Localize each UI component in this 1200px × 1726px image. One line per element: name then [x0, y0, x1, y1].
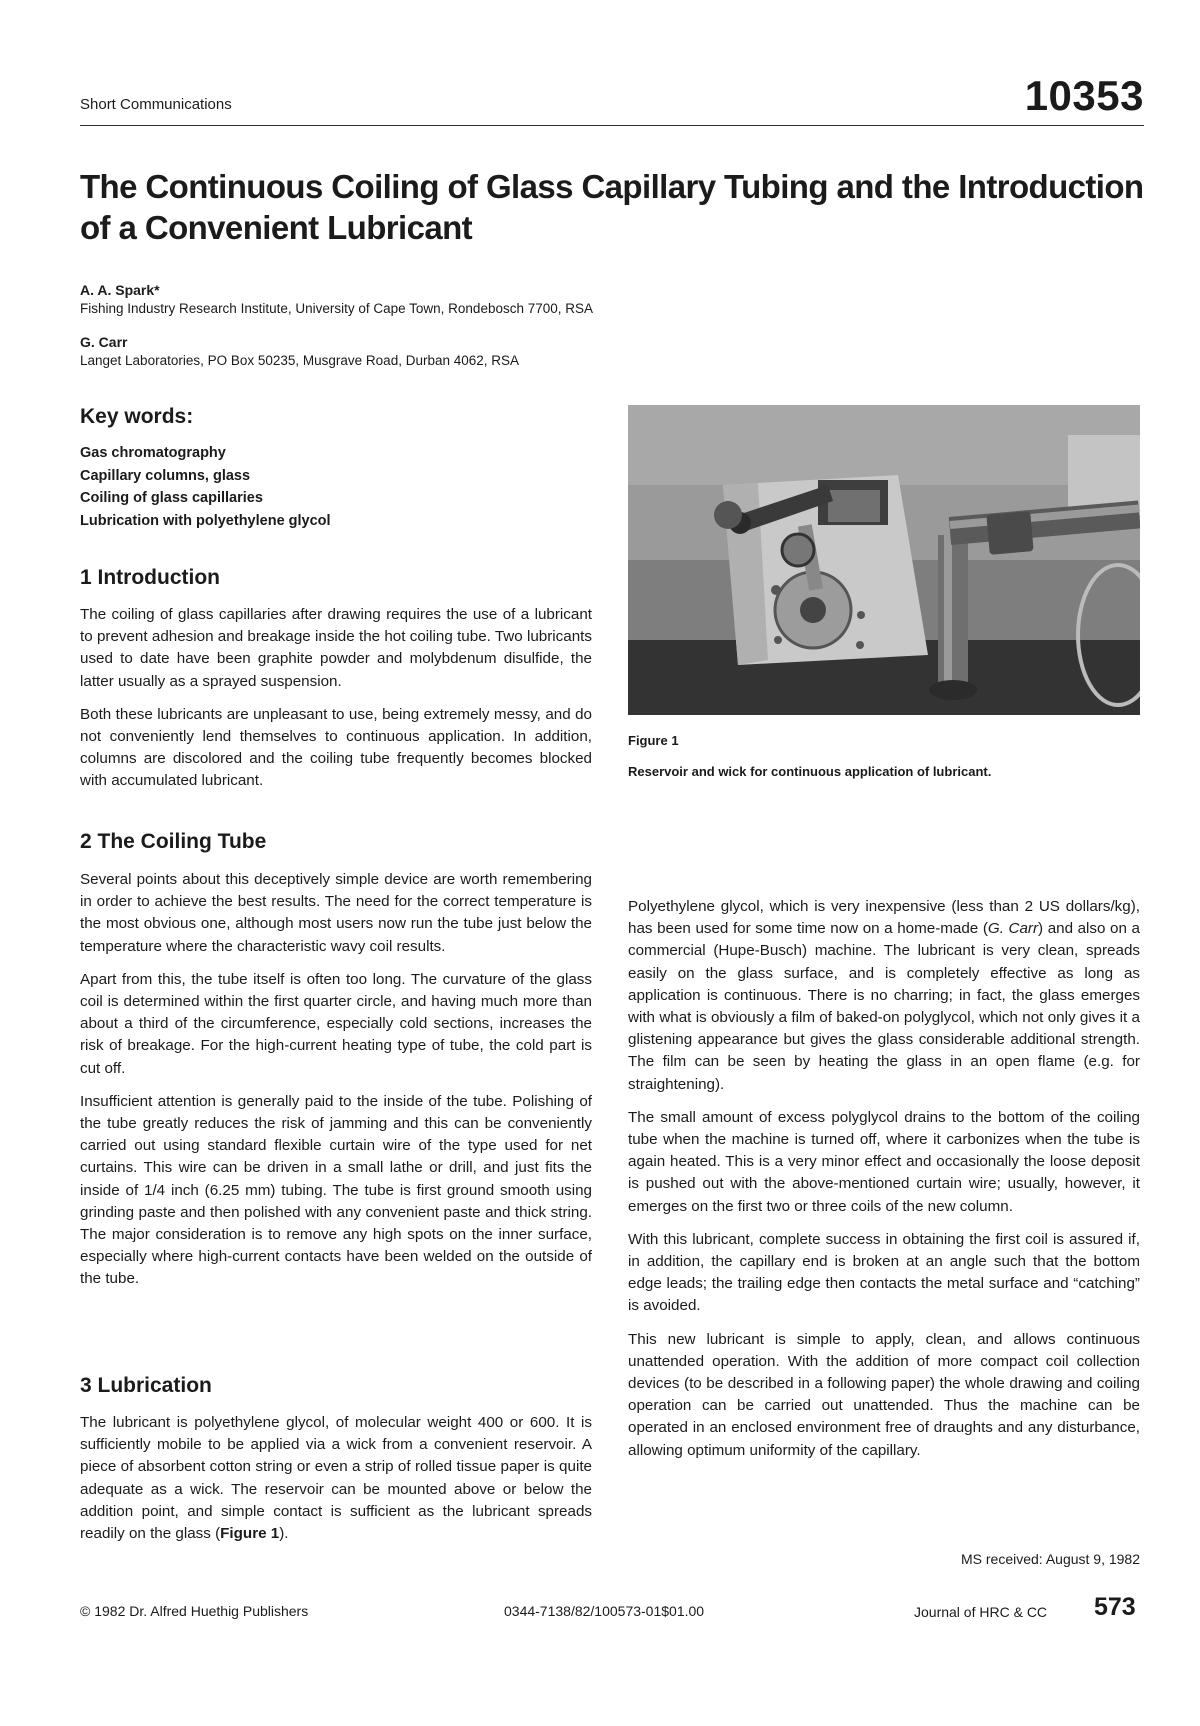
- figure-reference-link[interactable]: Figure 1: [220, 1525, 280, 1543]
- paragraph: The small amount of excess polyglycol drains to the bottom of the coiling tube when the machine is turned off, where it carbonizes when the tube is again heated. This is a very minor effect and occasionally the loose deposit is pushed out with the above-mentioned curtain wire; usually, however, it emerges on the first two or three coils of the new column.: [628, 1108, 1140, 1215]
- paragraph-text: Polyethylene glycol, which is very inexpensive (less than 2 US dollars/kg), has been used for some time now on a home-made (: [628, 898, 1140, 938]
- paragraph: Insufficient attention is generally paid to the inside of the tube. Polishing of the tube greatly reduces the risk of jamming and this can be conveniently carried out using standard flexible curtain wire of the type used for net curtains. This wire can be driven in a small lathe or drill, and just fits the inside of 1/4 inch (6.25 mm) tubing. The tube is first ground smooth using grinding paste and then polished with any convenient paste and thick string. The major consideration is to remove any high spots on the inner surface, especially where high-current contacts have been welded on the outside of the tube.: [80, 1092, 592, 1288]
- page-number: 573: [1094, 1593, 1136, 1621]
- copyright-notice: © 1982 Dr. Alfred Huethig Publishers: [80, 1603, 309, 1619]
- section-heading-coiling-tube: 2 The Coiling Tube: [80, 830, 267, 853]
- paragraph: With this lubricant, complete success in obtaining the first coil is assured if, in addition, the capillary end is broken at an angle such that the bottom edge leads; the trailing edge then contacts the metal surface and “catching” is avoided.: [628, 1230, 1140, 1315]
- author-name: A. A. Spark*: [80, 282, 160, 298]
- received-date: MS received: August 9, 1982: [961, 1551, 1140, 1567]
- keyword-item: Gas chromatography: [80, 445, 226, 461]
- figure-1-photo: [628, 405, 1140, 715]
- section-label: Short Communications: [80, 96, 232, 113]
- paragraph-text: ).: [279, 1525, 289, 1543]
- header-rule: [80, 125, 1144, 126]
- right-column-body: [628, 896, 1140, 1473]
- author-affiliation: Langet Laboratories, PO Box 50235, Musgrave Road, Durban 4062, RSA: [80, 353, 520, 368]
- author-affiliation: Fishing Industry Research Institute, University of Cape Town, Rondebosch 7700, RSA: [80, 301, 594, 316]
- keywords-list: [80, 442, 331, 532]
- person-name: G. Carr: [987, 920, 1039, 938]
- section-heading-lubrication: 3 Lubrication: [80, 1374, 212, 1397]
- keyword-item: Capillary columns, glass: [80, 467, 251, 484]
- journal-name: Journal of HRC & CC: [914, 1604, 1048, 1620]
- paragraph: Apart from this, the tube itself is often too long. The curvature of the glass coil is determined within the first quarter circle, and having much more than about a third of the circumference, especially cold sections, increases the risk of breakage. For the high-current heating type of tube, the cold part is cut off.: [80, 970, 592, 1077]
- paragraph-text: The lubricant is polyethylene glycol, of molecular weight 400 or 600. It is sufficiently mobile to be applied via a wick from a convenient reservoir. A piece of absorbent cotton string or even a strip of rolled tissue paper is quite adequate as a wick. The reservoir can be mounted above or below the addition point, and simple contact is sufficient as the lubricant spreads readily on the glass (: [80, 1414, 592, 1543]
- paragraph-text: ) and also on a commercial (Hupe-Busch) machine. The lubricant is very clean, spreads easily on the glass surface, and is completely effective as long as application is continuous. There is no charring; in fact, the glass emerges with what is obviously a film of baked-on polyglycol, which not only gives it a glistening appearance but gives the glass considerable additional strength. The film can be seen by heating the glass in an open flame (e.g. for straightening).: [628, 920, 1140, 1093]
- author-name: G. Carr: [80, 334, 128, 350]
- paragraph: Both these lubricants are unpleasant to use, being extremely messy, and do not conveniently lend themselves to continuous application. In addition, columns are discolored and the coiling tube frequently becomes blocked with accumulated lubricant.: [80, 705, 592, 790]
- article-title: The Continuous Coiling of Glass Capillary Tubing and the Introduction of a Convenient Lubricant: [80, 168, 1144, 246]
- lubricant-apparatus-image: [628, 405, 1140, 715]
- coiling-tube-body: [80, 869, 592, 1302]
- introduction-body: [80, 604, 592, 804]
- figure-caption: Reservoir and wick for continuous application of lubricant.: [628, 764, 992, 779]
- paragraph: [80, 1412, 592, 1545]
- figure-label: Figure 1: [628, 733, 679, 748]
- article-code: 0344-7138/82/100573-01$01.00: [504, 1603, 705, 1619]
- author-block-1: [80, 282, 593, 316]
- keywords-heading: Key words:: [80, 405, 194, 428]
- author-block-2: [80, 334, 519, 368]
- lubrication-body: [80, 1412, 592, 1556]
- keyword-item: Lubrication with polyethylene glycol: [80, 512, 331, 529]
- keyword-item: Coiling of glass capillaries: [80, 490, 263, 506]
- paragraph: [628, 896, 1140, 1096]
- section-heading-introduction: 1 Introduction: [80, 566, 220, 589]
- paragraph: Several points about this deceptively simple device are worth remembering in order to achieve the best results. The need for the correct temperature is the most obvious one, although most users now run the tube just below the temperature where the characteristic wavy coil results.: [80, 871, 592, 955]
- paragraph: This new lubricant is simple to apply, clean, and allows continuous unattended operation. With the addition of more compact coil collection devices (to be described in a following paper) the whole drawing and coiling operation can be carried out unattended. Thus the machine can be operated in an enclosed environment free of draughts and any disturbance, allowing optimum uniformity of the capillary.: [628, 1330, 1140, 1459]
- paragraph: The coiling of glass capillaries after drawing requires the use of a lubricant to prevent adhesion and breakage inside the hot coiling tube. Two lubricants used to date have been graphite powder and molybdenum disulfide, the latter usually as a sprayed suspension.: [80, 606, 592, 690]
- article-number: 10353: [1024, 72, 1144, 119]
